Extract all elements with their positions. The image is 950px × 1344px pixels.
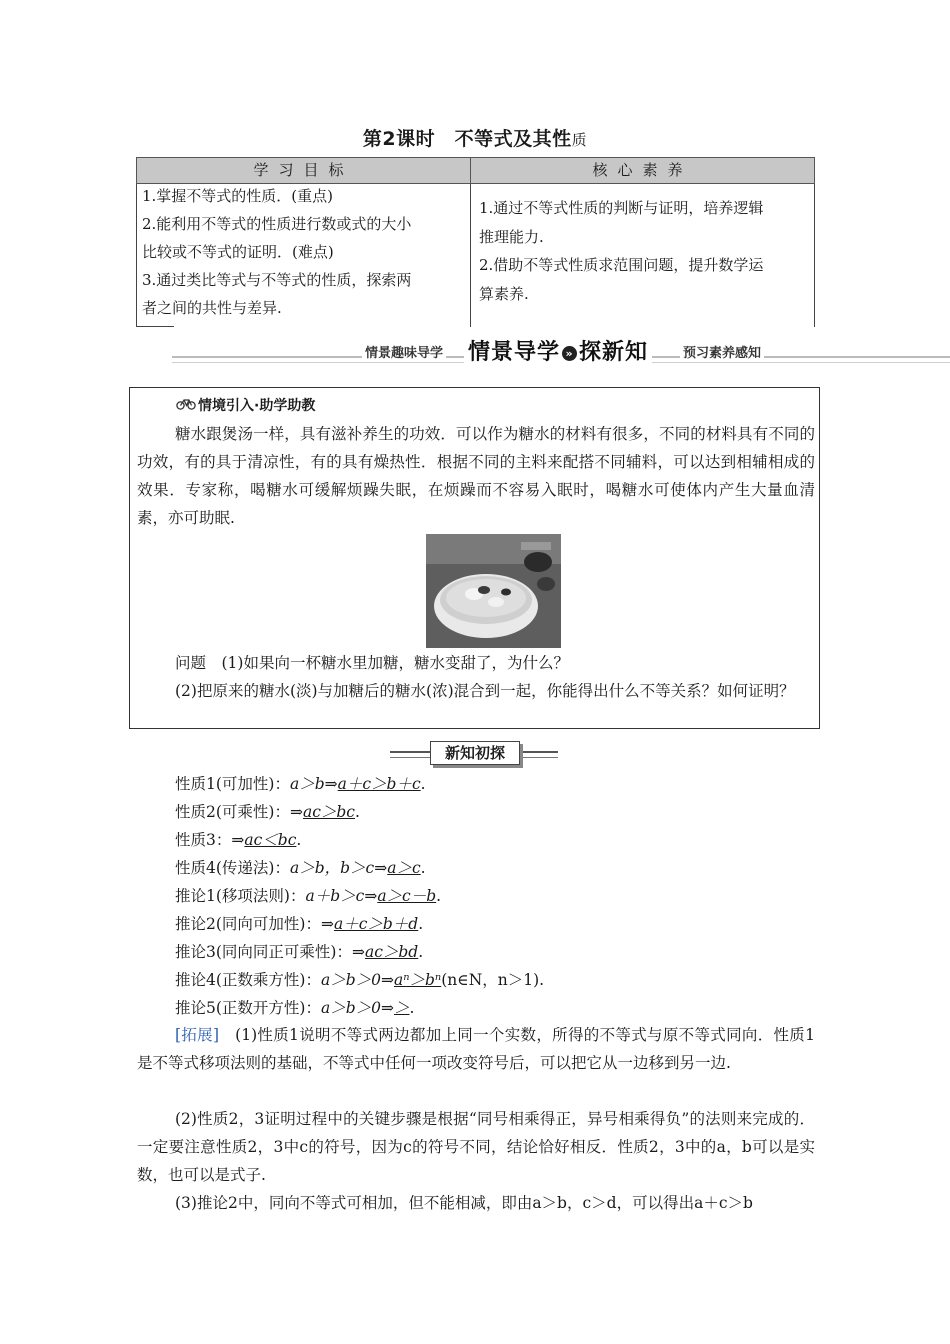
lesson-title-main: 第2课时 不等式及其性 bbox=[362, 128, 572, 150]
property-end: . bbox=[420, 775, 426, 793]
double-arrow-icon: » bbox=[562, 346, 577, 361]
banner-right-caption: 预习素养感知 bbox=[680, 342, 764, 361]
property-answer: ＞ bbox=[393, 999, 410, 1017]
sugar-water-photo bbox=[426, 534, 561, 648]
property-answer: a＞c bbox=[387, 859, 421, 877]
objective-line: 者之间的共性与差异. bbox=[142, 299, 282, 317]
extension-paragraph-1 bbox=[137, 1021, 815, 1077]
property-end: . bbox=[436, 887, 442, 905]
banner-title bbox=[464, 335, 652, 366]
situation-heading-text: 情境引入·助学助教 bbox=[198, 398, 316, 414]
property-condition: a＞b＞0⇒ bbox=[320, 999, 394, 1017]
lesson-title bbox=[0, 124, 950, 151]
objectives-list bbox=[142, 182, 467, 322]
banner-title-left: 情景导学 bbox=[468, 340, 561, 365]
property-condition: a＋b＞c⇒ bbox=[305, 887, 378, 905]
property-item bbox=[175, 994, 414, 1022]
extension-tag: [拓展] bbox=[175, 1026, 220, 1044]
property-answer: a＋c＞b＋c bbox=[337, 775, 421, 793]
property-item bbox=[175, 910, 423, 938]
objective-line: 3.通过类比等式与不等式的性质，探索两 bbox=[142, 271, 412, 289]
property-end: . bbox=[418, 943, 424, 961]
situation-heading bbox=[176, 395, 315, 415]
property-item bbox=[175, 826, 301, 854]
property-answer: a＋c＞b＋d bbox=[333, 915, 419, 933]
new-knowledge-banner bbox=[390, 741, 558, 765]
situation-paragraph: 糖水跟煲汤一样，具有滋补养生的功效．可以作为糖水的材料有很多，不同的材料具有不同的功效，有的具于清凉性，有的具有燥热性．根据不同的主料来配搭不同辅料，可以达到相辅相成的效果．专家称，喝糖水可缓解烦躁失眠，在烦躁而不容易入眠时，喝糖水可使体内产生大量血清素，亦可助眠. bbox=[137, 425, 815, 527]
property-answer: aⁿ＞bⁿ bbox=[393, 971, 442, 989]
table-bottom-stub bbox=[136, 326, 174, 327]
literacy-line: 1.通过不等式性质的判断与证明，培养逻辑 bbox=[479, 199, 764, 217]
objectives-table bbox=[136, 157, 815, 327]
bicycle-icon bbox=[176, 397, 198, 414]
property-lead: 推论2(同向可加性)：⇒ bbox=[175, 915, 334, 933]
extension-text-1: (1)性质1说明不等式两边都加上同一个实数，所得的不等式与原不等式同向．性质1是不等式移项法则的基础，不等式中任何一项改变符号后，可以把它从一边移到另一边. bbox=[137, 1026, 815, 1072]
table-border-right bbox=[814, 184, 815, 327]
property-condition: a＞b＞0⇒ bbox=[320, 971, 394, 989]
core-literacy-header: 核心素养 bbox=[470, 157, 815, 184]
objective-line: 1.掌握不等式的性质．(重点) bbox=[142, 187, 334, 205]
extension-paragraph-3: (3)推论2中，同向不等式可相加，但不能相减，即由a＞b，c＞d，可以得出a＋c＞b bbox=[175, 1194, 753, 1212]
property-end: . bbox=[354, 803, 360, 821]
question-2: (2)把原来的糖水(淡)与加糖后的糖水(浓)混合到一起，你能得出什么不等关系？如何证明？ bbox=[175, 682, 795, 700]
property-item bbox=[175, 854, 426, 882]
section-banner bbox=[172, 338, 950, 366]
extension-paragraph-2: (2)性质2，3证明过程中的关键步骤是根据“同号相乘得正，异号相乘得负”的法则来完成的．一定要注意性质2，3中c的符号，因为c的符号不同，结论恰好相反．性质2，3中的a，b可以是实数，也可以是式子. bbox=[137, 1110, 815, 1184]
property-lead: 性质4(传递法)： bbox=[175, 859, 290, 877]
property-item bbox=[175, 770, 426, 798]
property-item bbox=[175, 966, 544, 994]
new-knowledge-label: 新知初探 bbox=[430, 741, 520, 765]
property-answer: a＞c－b bbox=[377, 887, 437, 905]
property-item bbox=[175, 798, 360, 826]
property-item bbox=[175, 938, 423, 966]
lesson-title-tail: 质 bbox=[571, 131, 588, 149]
table-divider bbox=[470, 184, 471, 327]
property-lead: 推论3(同向同正可乘性)：⇒ bbox=[175, 943, 365, 961]
property-item bbox=[175, 882, 441, 910]
property-condition: a＞b，b＞c⇒ bbox=[289, 859, 388, 877]
property-answer: ac＜bc bbox=[244, 831, 297, 849]
banner-title-right: 探新知 bbox=[579, 340, 649, 365]
property-end: . bbox=[409, 999, 415, 1017]
property-condition: a＞b⇒ bbox=[289, 775, 338, 793]
property-lead: 性质1(可加性)： bbox=[175, 775, 290, 793]
literacy-list bbox=[479, 194, 809, 308]
property-end: (n∈N，n＞1). bbox=[441, 971, 545, 989]
property-lead: 性质3：⇒ bbox=[175, 831, 245, 849]
property-lead: 性质2(可乘性)：⇒ bbox=[175, 803, 303, 821]
literacy-line: 2.借助不等式性质求范围问题，提升数学运 bbox=[479, 256, 764, 274]
question-1: 问题 (1)如果向一杯糖水里加糖，糖水变甜了，为什么？ bbox=[175, 654, 569, 672]
property-answer: ac＞bc bbox=[302, 803, 355, 821]
property-end: . bbox=[420, 859, 426, 877]
literacy-line: 推理能力. bbox=[479, 227, 544, 246]
banner-left-caption: 情景趣味导学 bbox=[362, 342, 446, 361]
literacy-line: 算素养. bbox=[479, 284, 529, 303]
property-lead: 推论4(正数乘方性)： bbox=[175, 971, 321, 989]
objective-line: 2.能利用不等式的性质进行数或式的大小 bbox=[142, 215, 412, 233]
property-end: . bbox=[418, 915, 424, 933]
table-border-left bbox=[136, 184, 137, 327]
property-answer: ac＞bd bbox=[364, 943, 419, 961]
objectives-header: 学习目标 bbox=[136, 157, 471, 184]
objective-line: 比较或不等式的证明．(难点) bbox=[142, 243, 334, 261]
property-lead: 推论5(正数开方性)： bbox=[175, 999, 321, 1017]
property-end: . bbox=[296, 831, 302, 849]
property-lead: 推论1(移项法则)： bbox=[175, 887, 306, 905]
